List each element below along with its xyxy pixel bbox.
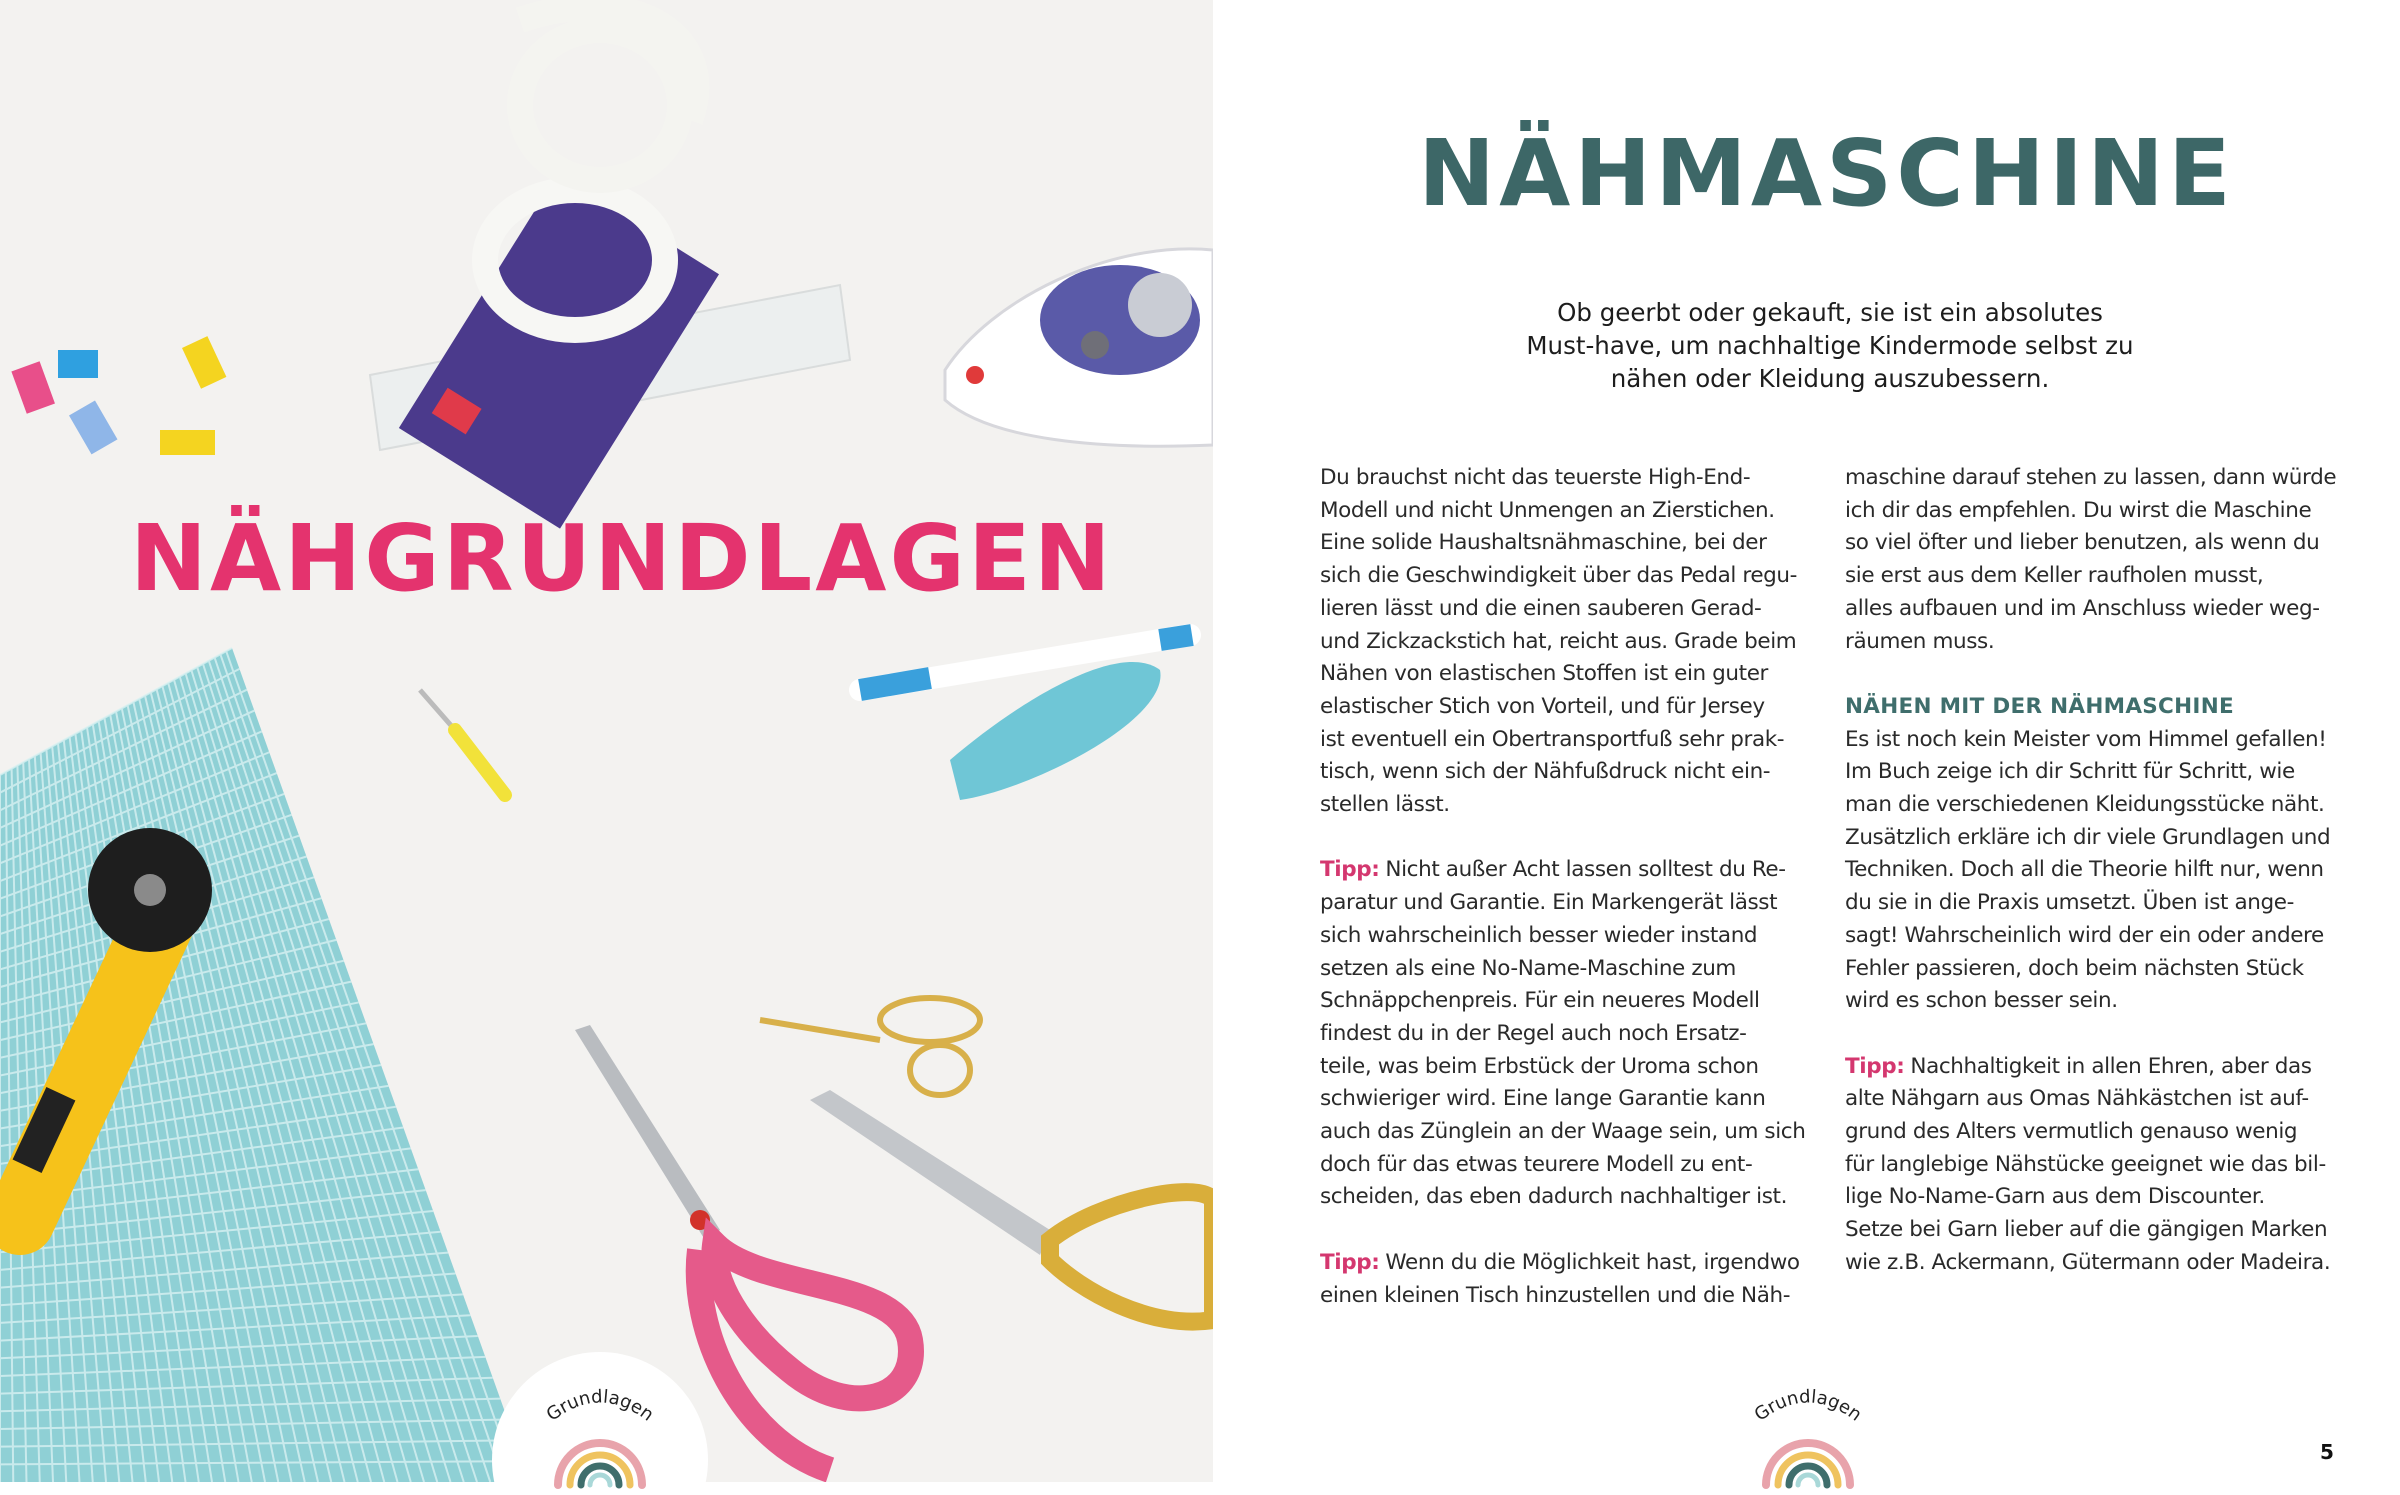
sewing-clips (11, 336, 226, 455)
marking-pen (860, 635, 1192, 800)
text-line-content: elastischer Stich von Vorteil, und für Jersey (1320, 693, 1765, 719)
text-line (1320, 953, 1830, 986)
text-line (1845, 462, 2355, 495)
subtitle-line: nähen oder Kleidung auszubessern. (1610, 364, 2050, 393)
text-line (1845, 560, 2355, 593)
text-line (1845, 1051, 2355, 1084)
tip-label: Tipp: (1845, 1053, 1905, 1079)
text-line-content: Setze bei Garn lieber auf die gängigen Marken (1845, 1217, 2328, 1243)
text-line (1845, 985, 2355, 1018)
text-line-content: Du brauchst nicht das teuerste High-End- (1320, 465, 1751, 490)
text-line-content: paratur und Garantie. Ein Markengerät lässt (1320, 890, 1778, 916)
text-line-content: findest du in der Regel auch noch Ersatz- (1320, 1020, 1747, 1046)
text-line (1320, 658, 1830, 691)
paragraph (1320, 462, 1830, 822)
text-line (1320, 920, 1830, 953)
text-line-content: Zusätzlich erkläre ich dir viele Grundlagen und (1845, 824, 2331, 850)
text-line-content: sich die Geschwindigkeit über das Pedal regu- (1320, 563, 1797, 589)
paragraph (1845, 462, 2355, 658)
text-line-content: für langlebige Nähstücke geeignet wie das bil- (1845, 1151, 2326, 1177)
text-line-content: so viel öfter und lieber benutzen, als wenn du (1845, 530, 2320, 556)
text-line (1320, 495, 1830, 528)
text-line (1320, 789, 1830, 822)
svg-text:Grundlagen (543, 1386, 658, 1425)
text-line-content: sich wahrscheinlich besser wieder instand (1320, 922, 1758, 948)
text-line-content: man die verschiedenen Kleidungsstücke näht. (1845, 792, 2325, 818)
text-line (1845, 527, 2355, 560)
text-line (1320, 854, 1830, 887)
text-line (1845, 724, 2355, 757)
text-line-content: Nachhaltigkeit in allen Ehren, aber das (1910, 1053, 2312, 1079)
text-line-content: sie erst aus dem Keller raufholen musst, (1845, 563, 2264, 589)
text-line-content: alles aufbauen und im Anschluss wieder weg- (1845, 595, 2320, 621)
text-line (1320, 1116, 1830, 1149)
rainbow-icon (530, 1385, 670, 1495)
text-line (1320, 985, 1830, 1018)
text-line (1320, 462, 1830, 495)
text-line (1845, 1214, 2355, 1247)
tip-paragraph (1320, 854, 1830, 1214)
tip-paragraph (1845, 1051, 2355, 1280)
rainbow-icon (1738, 1385, 1878, 1495)
page-title: NÄHMASCHINE (1418, 120, 2235, 227)
text-line (1320, 527, 1830, 560)
subtitle-line: Must-have, um nachhaltige Kindermode selbst zu (1526, 331, 2134, 360)
section-title: NÄHGRUNDLAGEN (130, 505, 1114, 612)
text-line-content: auch das Zünglein an der Waage sein, um sich (1320, 1119, 1806, 1145)
text-line (1320, 1247, 1830, 1280)
text-line-content: Es ist noch kein Meister vom Himmel gefallen! (1845, 726, 2327, 752)
text-column-1 (1320, 462, 1830, 1345)
text-line (1320, 724, 1830, 757)
text-line-content: schwieriger wird. Eine lange Garantie kann (1320, 1086, 1766, 1112)
logo-text: Grundlagen (1750, 1386, 1866, 1426)
subtitle-line: Ob geerbt oder gekauft, sie ist ein absolutes (1557, 298, 2103, 327)
text-line-content: wie z.B. Ackermann, Gütermann oder Madeira. (1845, 1249, 2331, 1275)
seam-ripper (420, 690, 505, 795)
text-line-content: scheiden, das eben dadurch nachhaltiger ist. (1320, 1184, 1788, 1210)
text-line-content: Wenn du die Möglichkeit hast, irgendwo (1385, 1249, 1800, 1275)
text-line (1845, 1083, 2355, 1116)
text-line-content: ich dir das empfehlen. Du wirst die Maschine (1845, 497, 2312, 523)
text-line (1320, 887, 1830, 920)
gold-scissors (810, 1090, 1213, 1322)
text-line-content: einen kleinen Tisch hinzustellen und die Näh- (1320, 1282, 1791, 1308)
iron (945, 249, 1213, 446)
text-line-content: setzen als eine No-Name-Maschine zum (1320, 955, 1736, 981)
text-line (1320, 691, 1830, 724)
grundlagen-logo (530, 1385, 670, 1495)
text-line-content: Modell und nicht Unmengen an Zierstichen. (1320, 497, 1775, 523)
text-line (1320, 1051, 1830, 1084)
text-line (1845, 756, 2355, 789)
text-line (1845, 495, 2355, 528)
tip-paragraph (1320, 1247, 1830, 1312)
text-line (1320, 1018, 1830, 1051)
page-subtitle (1420, 296, 2240, 395)
text-line-content: maschine darauf stehen zu lassen, dann würde (1845, 465, 2337, 490)
text-line-content: lieren lässt und die einen sauberen Gerad- (1320, 595, 1762, 621)
text-line (1320, 626, 1830, 659)
text-line (1845, 593, 2355, 626)
text-line (1845, 1247, 2355, 1280)
svg-text:Grundlagen (1751, 1386, 1866, 1425)
text-line-content: teile, was beim Erbstück der Uroma schon (1320, 1053, 1759, 1079)
subheading: NÄHEN MIT DER NÄHMASCHINE (1845, 693, 2235, 719)
text-line-content: du sie in die Praxis umsetzt. Üben ist ange- (1845, 890, 2294, 916)
tip-label: Tipp: (1320, 1249, 1380, 1275)
text-line-content: doch für das etwas teurere Modell zu ent- (1320, 1151, 1753, 1177)
tip-label: Tipp: (1320, 857, 1380, 883)
text-line-content: sagt! Wahrscheinlich wird der ein oder andere (1845, 922, 2324, 948)
embroidery-scissors (760, 998, 980, 1095)
text-line-content: Techniken. Doch all die Theorie hilft nur, wenn (1845, 857, 2324, 883)
text-line-content: Fehler passieren, doch beim nächsten Stück (1845, 955, 2304, 981)
text-line-content: räumen muss. (1845, 628, 1995, 654)
text-line (1320, 1083, 1830, 1116)
text-line (1845, 626, 2355, 659)
text-line-content: stellen lässt. (1320, 792, 1450, 818)
text-line-content: grund des Alters vermutlich genauso wenig (1845, 1119, 2298, 1145)
text-line (1320, 1149, 1830, 1182)
text-line (1320, 1181, 1830, 1214)
text-line (1320, 756, 1830, 789)
text-line (1845, 1181, 2355, 1214)
text-line-content: Nähen von elastischen Stoffen ist ein guter (1320, 661, 1768, 687)
text-line-content: und Zickzackstich hat, reicht aus. Grade beim (1320, 628, 1797, 654)
text-line-content: tisch, wenn sich der Nähfußdruck nicht ein- (1320, 759, 1771, 785)
text-line-content: ist eventuell ein Obertransportfuß sehr prak- (1320, 726, 1785, 752)
text-line (1845, 854, 2355, 887)
paragraph (1845, 691, 2355, 1018)
text-line-content: Schnäppchenpreis. Für ein neueres Modell (1320, 988, 1760, 1014)
text-line (1845, 887, 2355, 920)
text-line-content: Eine solide Haushaltsnähmaschine, bei der (1320, 530, 1767, 556)
text-line (1320, 560, 1830, 593)
grundlagen-logo (1738, 1385, 1878, 1495)
text-line-content: alte Nähgarn aus Omas Nähkästchen ist auf- (1845, 1086, 2309, 1112)
text-line (1845, 1116, 2355, 1149)
text-line-content: wird es schon besser sein. (1845, 988, 2118, 1014)
text-column-2 (1845, 462, 2355, 1312)
text-line (1320, 1280, 1830, 1313)
text-line (1845, 1149, 2355, 1182)
text-line (1845, 789, 2355, 822)
logo-text: Grundlagen (542, 1386, 658, 1426)
text-line-content: lige No-Name-Garn aus dem Discounter. (1845, 1184, 2265, 1210)
page-number: 5 (2320, 1440, 2334, 1464)
text-line-content: Im Buch zeige ich dir Schritt für Schritt, wie (1845, 759, 2295, 785)
text-line (1320, 593, 1830, 626)
text-line (1845, 822, 2355, 855)
text-line (1845, 920, 2355, 953)
text-line (1845, 953, 2355, 986)
text-line-content: Nicht außer Acht lassen solltest du Re- (1385, 857, 1786, 883)
